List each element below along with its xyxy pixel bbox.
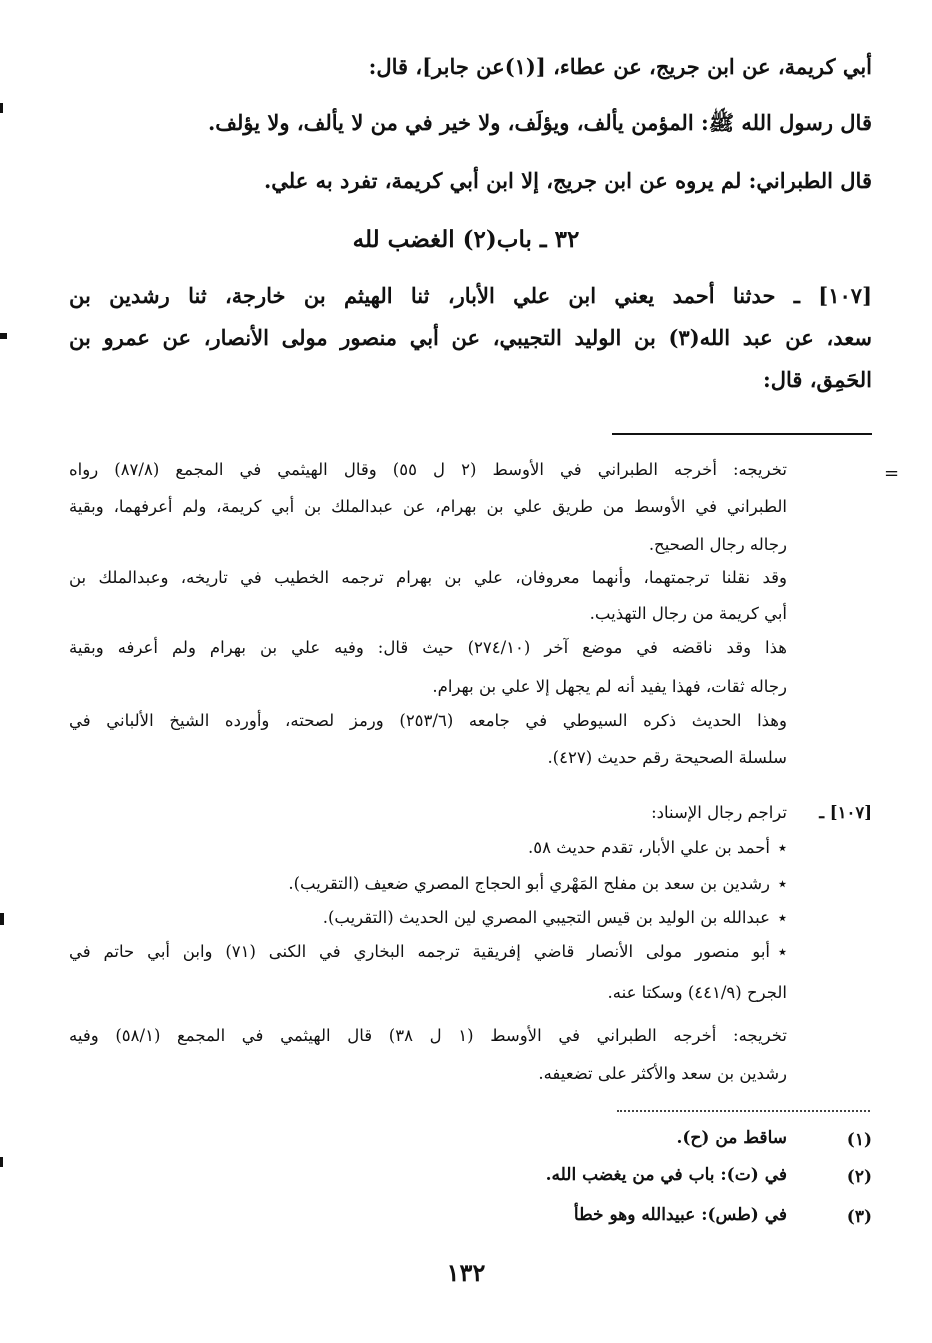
takhrij-line: تخريجه: أخرجه الطبراني في الأوسط (٢ ل ٥٥) وقال الهيثمي في المجمع (٨٧/٨) رواه bbox=[69, 460, 787, 479]
takhrij-line: أبي كريمة من رجال التهذيب. bbox=[589, 604, 787, 623]
scan-edge-mark bbox=[0, 913, 4, 925]
narrator-item bbox=[288, 874, 787, 893]
narrator-text: أحمد بن علي الأبار، تقدم حديث ٥٨. bbox=[527, 838, 770, 857]
margin-mark: = bbox=[884, 463, 900, 484]
main-text-line: قال الطبراني: لم يروه عن ابن جريج، إلا ابن أبي كريمة، تفرد به علي. bbox=[263, 168, 872, 193]
takhrij-line: سلسلة الصحيحة رقم حديث (٤٢٧). bbox=[547, 748, 787, 767]
hadith-number-ref: [١٠٧] ـ bbox=[819, 803, 872, 822]
scan-edge-mark bbox=[0, 1157, 3, 1167]
takhrij-line: هذا وقد ناقضه في موضع آخر (٢٧٤/١٠) حيث قال: وفيه علي بن بهرام ولم أعرفه وبقية bbox=[69, 638, 787, 657]
narrator-text-cont: الجرح (٤٤١/٩) وسكتا عنه. bbox=[607, 983, 787, 1002]
chapter-heading: ٣٢ ـ باب(٢) الغضب لله bbox=[352, 226, 580, 253]
takhrij-line: رجاله رجال الصحيح. bbox=[648, 535, 787, 554]
narrator-text: أبو منصور مولى الأنصار قاضي إفريقية ترجمه البخاري في الكنى (٧١) وابن أبي حاتم في bbox=[69, 942, 770, 961]
main-text-line: أبي كريمة، عن ابن جريج، عن عطاء، [(١)عن جابر]، قال: bbox=[368, 54, 872, 79]
footnote-text: في (طس): عبيدالله وهو خطأ bbox=[573, 1205, 787, 1225]
takhrij-line: تخريجه: أخرجه الطبراني في الأوسط (١ ل ٣٨) قال الهيثمي في المجمع (٥٨/١) وفيه bbox=[69, 1026, 788, 1045]
bullet-icon: ٭ bbox=[778, 874, 787, 893]
footnote-text: ساقط من (ح). bbox=[676, 1128, 787, 1148]
takhrij-line: وهذا الحديث ذكره السيوطي في جامعه (٢٥٣/٦) ورمز لصحته، وأورده الشيخ الألباني في bbox=[69, 711, 787, 730]
narrator-text: رشدين بن سعد بن مفلح المَهْري أبو الحجاج المصري ضعيف (التقريب). bbox=[288, 874, 770, 893]
footnote-separator bbox=[617, 1110, 870, 1112]
hadith-text-line: [١٠٧] ـ حدثنا أحمد يعني ابن علي الأبار، ثنا الهيثم بن خارجة، ثنا رشدين بن bbox=[69, 283, 872, 308]
narrator-item bbox=[69, 942, 787, 961]
main-text-line: قال رسول الله ﷺ: المؤمن يألف، ويؤلَف، ولا خير في من لا يألف، ولا يؤلف. bbox=[207, 110, 872, 135]
takhrij-line: رشدين بن سعد والأكثر على تضعيفه. bbox=[538, 1064, 787, 1083]
bullet-icon: ٭ bbox=[778, 908, 787, 927]
footnote-number: (١) bbox=[846, 1130, 872, 1150]
narrator-item bbox=[528, 838, 787, 857]
scan-edge-mark bbox=[0, 103, 3, 113]
hadith-text-line: الحَمِق، قال: bbox=[763, 367, 872, 392]
takhrij-line: رجاله ثقات، فهذا يفيد أنه لم يجهل إلا علي بن بهرام. bbox=[432, 677, 787, 696]
narrator-item bbox=[323, 908, 787, 927]
separator-rule bbox=[612, 433, 872, 435]
bullet-icon: ٭ bbox=[778, 942, 787, 961]
takhrij-line: وقد نقلنا ترجمتهما، وأنهما معروفان، علي بن بهرام ترجمه الخطيب في تاريخه، وعبدالملك بن bbox=[69, 568, 787, 587]
scan-edge-mark bbox=[0, 333, 7, 339]
page-number: ١٣٢ bbox=[446, 1258, 486, 1287]
footnote-number: (٣) bbox=[846, 1207, 872, 1227]
footnote-text: في (ت): باب في من يغضب الله. bbox=[545, 1165, 787, 1185]
section-title: تراجم رجال الإسناد: bbox=[651, 803, 787, 822]
bullet-icon: ٭ bbox=[778, 838, 787, 857]
hadith-text-line: سعد، عن عبد الله(٣) بن الوليد التجيبي، عن أبي منصور مولى الأنصار، عن عمرو بن bbox=[69, 325, 872, 350]
takhrij-line: الطبراني في الأوسط من طريق علي بن بهرام، عن عبدالملك بن أبي كريمة، ولم أعرفهما، وبقية bbox=[69, 497, 787, 516]
footnote-number: (٢) bbox=[846, 1167, 872, 1187]
narrator-text: عبدالله بن الوليد بن قيس التجيبي المصري لين الحديث (التقريب). bbox=[322, 908, 770, 927]
